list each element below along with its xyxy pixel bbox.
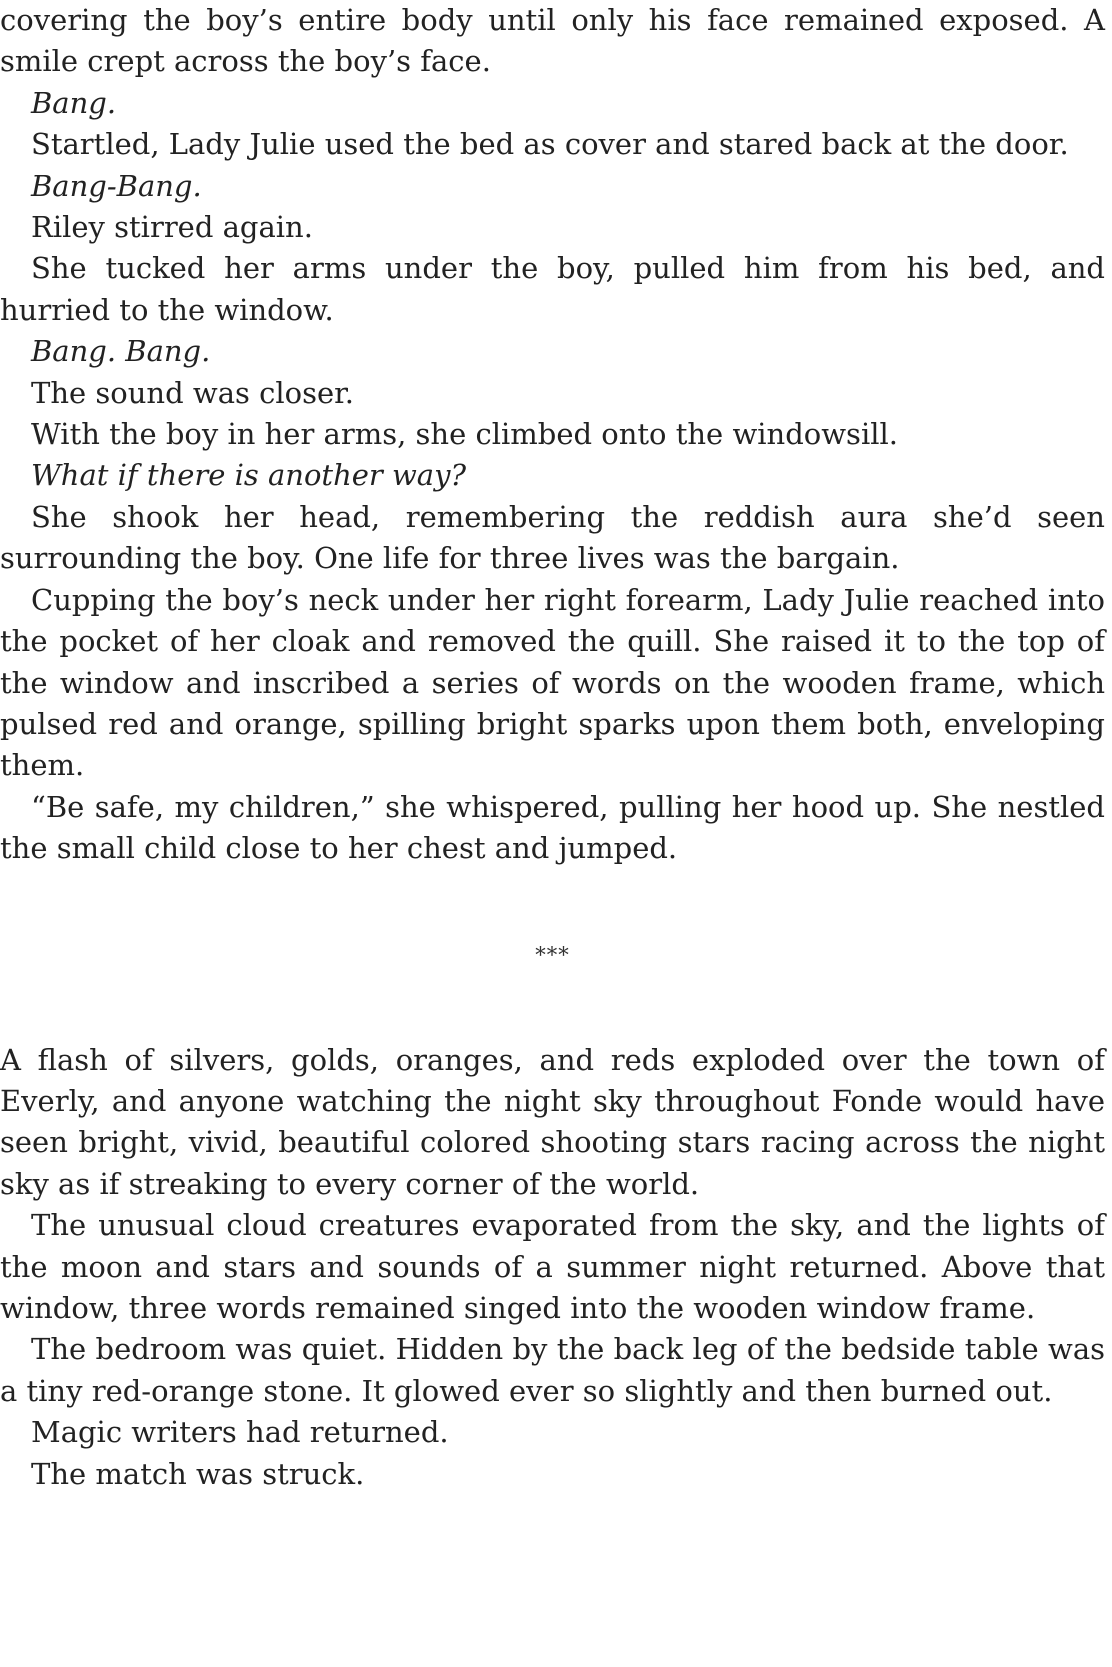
paragraph: Startled, Lady Julie used the bed as cover and stared back at the door.: [31, 127, 1069, 162]
paragraph: covering the boy’s entire body until only his face remained exposed. A smile crept across the boy’s face.: [0, 3, 1105, 79]
paragraph: Bang-Bang.: [31, 168, 202, 203]
scene-break: ***: [535, 942, 570, 967]
paragraph: She tucked her arms under the boy, pulled him from his bed, and hurried to the window.: [0, 251, 1105, 327]
paragraph: The bedroom was quiet. Hidden by the back leg of the bedside table was a tiny red-orange stone. It glowed ever so slightly and then burned out.: [0, 1332, 1105, 1408]
paragraph: The unusual cloud creatures evaporated from the sky, and the lights of the moon and stars and sounds of a summer night returned. Above that window, three words remained singed into the wooden window frame.: [0, 1208, 1105, 1325]
paragraph: A flash of silvers, golds, oranges, and reds exploded over the town of Everly, and anyone watching the night sky throughout Fonde would have seen bright, vivid, beautiful colored shooting stars racing across the night sky as if streaking to every corner of the world.: [0, 1042, 1105, 1201]
paragraph: Bang.: [31, 85, 117, 120]
paragraph: With the boy in her arms, she climbed onto the windowsill.: [31, 417, 898, 452]
paragraph: The match was struck.: [31, 1456, 365, 1491]
paragraph: Magic writers had returned.: [31, 1415, 449, 1450]
paragraph: She shook her head, remembering the reddish aura she’d seen surrounding the boy. One life for three lives was the bargain.: [0, 499, 1105, 576]
paragraph: Cupping the boy’s neck under her right forearm, Lady Julie reached into the pocket of her cloak and removed the quill. She raised it to the top of the window and inscribed a series of words on the wooden frame, which pulsed red and orange, spilling bright sparks upon them both, enveloping them.: [0, 582, 1105, 783]
paragraph: What if there is another way?: [31, 458, 467, 493]
text-block-after-break: [0, 1040, 1105, 1495]
paragraph: Bang. Bang.: [31, 334, 211, 369]
paragraph: “Be safe, my children,” she whispered, pulling her hood up. She nestled the small child close to her chest and jumped.: [0, 789, 1105, 866]
paragraph: The sound was closer.: [31, 375, 355, 410]
paragraph: Riley stirred again.: [31, 210, 313, 245]
